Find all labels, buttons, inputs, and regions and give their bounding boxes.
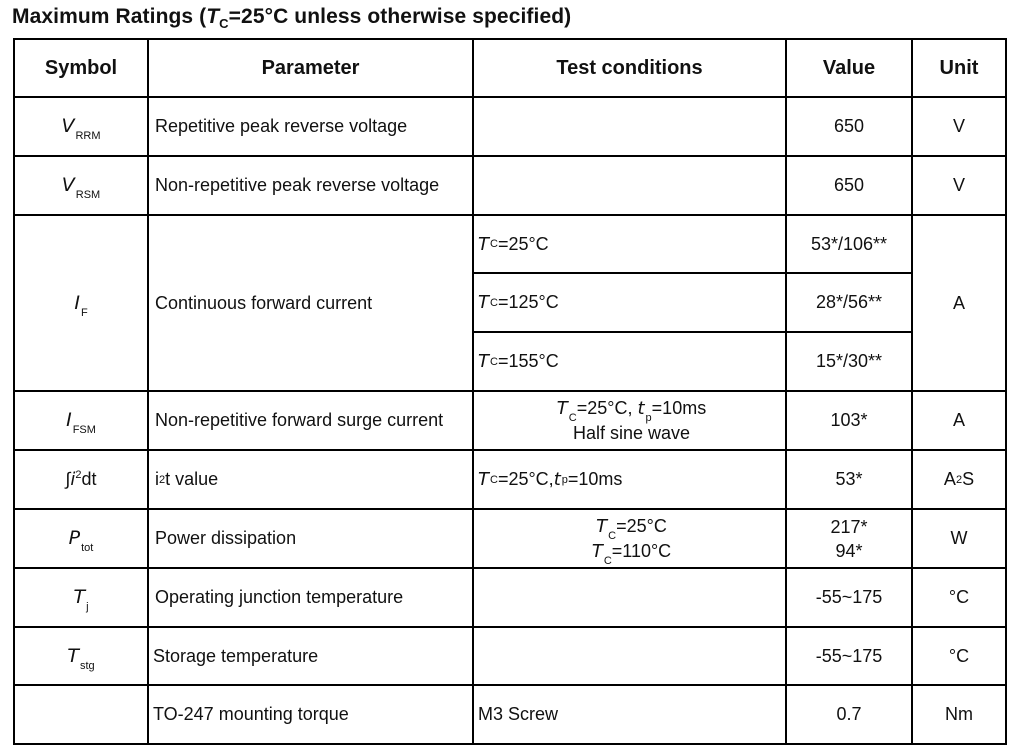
symbol-vrsm: $V_{RSM}$ xyxy=(61,174,101,201)
parameter-ptot: Power dissipation xyxy=(155,528,297,548)
value-if-125: 28*/56** xyxy=(815,292,883,312)
value-ifsm: 103* xyxy=(830,410,868,430)
parameter-torque: TO-247 mounting torque xyxy=(153,704,349,724)
condition-ptot-25: $T_C=25^\circ C$ xyxy=(596,515,667,542)
parameter-tj: Operating junction temperature xyxy=(155,587,404,607)
unit-vrsm: V xyxy=(952,175,965,195)
condition-torque: M3 Screw xyxy=(478,704,559,724)
parameter-ifsm: Non-repetitive forward surge current xyxy=(155,410,444,430)
symbol-if: $I_F$ xyxy=(74,291,88,319)
condition-if-25: T C =25°C xyxy=(478,233,549,255)
unit-vrrm: V xyxy=(952,116,965,136)
condition-ptot-110: $T_C=110^\circ C$ xyxy=(591,540,672,567)
value-vrrm: 650 xyxy=(833,116,865,136)
maximum-ratings-table xyxy=(13,38,1007,745)
symbol-i2t: $\int i^2dt$ xyxy=(65,469,97,490)
value-ptot-110: 94* xyxy=(835,540,863,561)
parameter-tstg: Storage temperature xyxy=(153,645,319,666)
parameter-vrrm: Repetitive peak reverse voltage xyxy=(155,116,408,136)
header-unit: Unit xyxy=(939,56,979,79)
table-border-bottom xyxy=(13,743,1007,745)
condition-ifsm-line1: $T_C=25^\circ C$, $t_p=10ms$ xyxy=(556,398,707,424)
header-value: Value xyxy=(822,56,876,79)
parameter-vrsm: Non-repetitive peak reverse voltage xyxy=(155,175,440,195)
value-torque: 0.7 xyxy=(836,704,862,724)
condition-ifsm-line2: Half sine wave xyxy=(572,423,691,443)
table-border-right xyxy=(1005,38,1007,745)
value-tstg: -55~175 xyxy=(815,645,883,666)
value-if-25: 53*/106** xyxy=(810,233,888,254)
unit-torque: Nm xyxy=(945,704,973,724)
condition-ptot xyxy=(474,510,785,567)
value-ptot-25: 217* xyxy=(830,516,868,537)
unit-tj: °C xyxy=(948,587,970,607)
header-symbol: Symbol xyxy=(44,56,118,79)
symbol-tstg: $T_{stg}$ xyxy=(67,644,95,672)
condition-i2t: T C =25°C, t p =10ms xyxy=(478,469,623,490)
unit-tstg: °C xyxy=(948,645,970,666)
header-parameter: Parameter xyxy=(261,56,360,79)
value-i2t: 53* xyxy=(835,469,863,489)
value-tj: -55~175 xyxy=(815,587,883,607)
value-ptot xyxy=(787,510,911,567)
unit-ptot: W xyxy=(950,528,968,548)
value-if-155: 15*/30** xyxy=(815,351,883,371)
condition-if-125: T C =125°C xyxy=(478,292,559,313)
unit-i2t: A 2 S xyxy=(943,469,975,489)
condition-ifsm xyxy=(474,392,785,449)
symbol-ptot: $P_{tot}$ xyxy=(68,527,94,554)
condition-if-155: T C =155°C xyxy=(478,351,559,372)
symbol-tj: $T_j$ xyxy=(73,586,89,613)
value-vrsm: 650 xyxy=(833,175,865,195)
unit-if: A xyxy=(952,292,965,313)
header-test-conditions: Test conditions xyxy=(556,56,703,79)
unit-ifsm: A xyxy=(952,410,965,430)
symbol-vrrm: $V_{RRM}$ xyxy=(61,115,101,142)
table-title: Maximum Ratings ($T_C=25^\circ C$ unless otherwise specified) xyxy=(12,5,572,31)
parameter-i2t: i 2 t value xyxy=(155,469,219,489)
symbol-ifsm: $I_{FSM}$ xyxy=(66,409,96,436)
parameter-if: Continuous forward current xyxy=(155,292,373,313)
